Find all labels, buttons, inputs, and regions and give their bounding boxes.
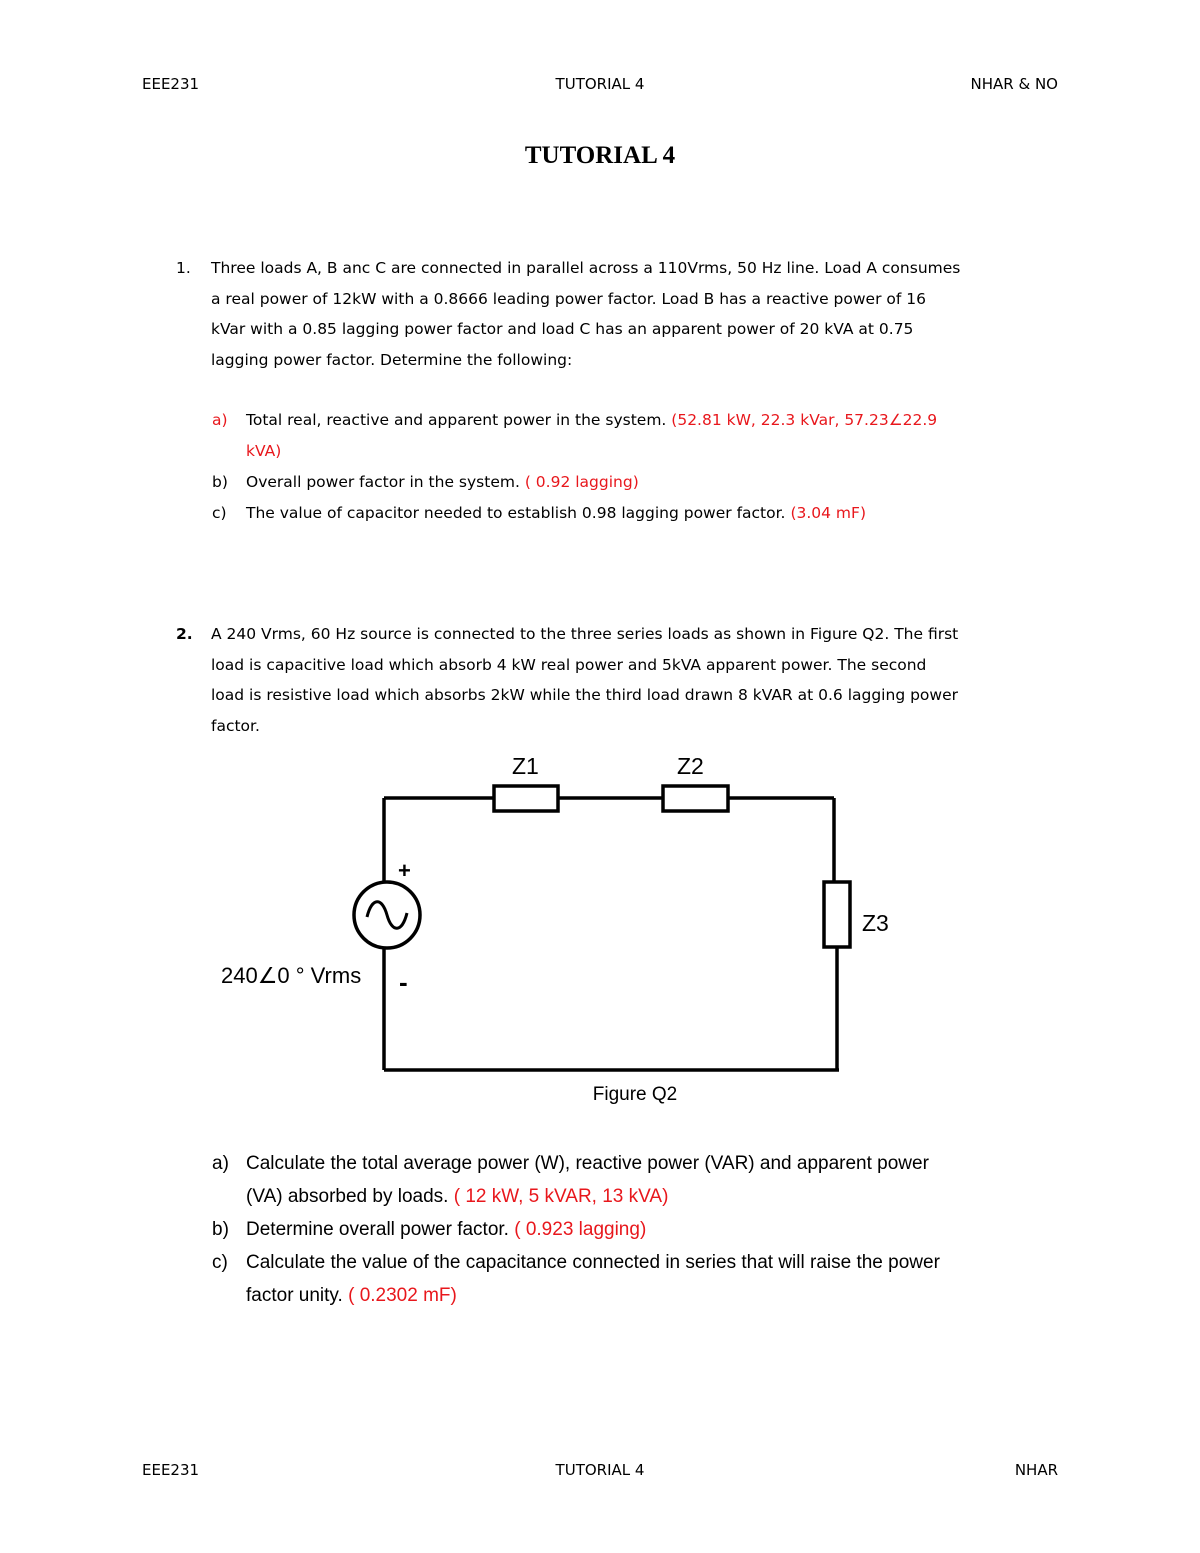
q1-part-c-label: c) [212,504,227,522]
z2-label: Z2 [677,753,704,779]
question-1-number: 1. [176,259,191,277]
q2-part-c-text: Calculate the value of the capacitance connected in series that will raise the power [246,1252,940,1273]
q1-part-b-answer: ( 0.92 lagging) [524,473,639,491]
page-title: TUTORIAL 4 [524,142,676,169]
question-2-number: 2. [176,625,193,643]
z3-resistor [824,882,850,947]
q2-part-b-text: Determine overall power factor. [246,1219,509,1240]
q1-part-a-answer: (52.81 kW, 22.3 kVar, 57.23∠22.9 [671,411,938,429]
q2-part-c-answer: ( 0.2302 mF) [348,1285,457,1306]
q2-part-b [246,1213,1066,1246]
q1-part-b-label: b) [212,473,228,491]
header-title: TUTORIAL 4 [555,75,645,93]
question-2-line: A 240 Vrms, 60 Hz source is connected to the three series loads as shown in Figure Q2. The first [211,625,959,643]
source-label: 240∠0 ° Vrms [221,963,362,988]
q2-part-a-text-cont: (VA) absorbed by loads. [246,1186,449,1207]
header-course-code: EEE231 [142,75,200,93]
q2-part-b-answer: ( 0.923 lagging) [514,1219,647,1240]
question-1-line: kVar with a 0.85 lagging power factor and load C has an apparent power of 20 kVA at 0.75 [211,320,914,338]
question-1-line: Three loads A, B anc C are connected in parallel across a 110Vrms, 50 Hz line. Load A consumes [211,259,961,277]
q2-part-c-text-cont: factor unity. [246,1285,343,1306]
question-1-line: a real power of 12kW with a 0.8666 leading power factor. Load B has a reactive power of 16 [211,289,926,308]
plus-terminal: + [398,858,411,883]
question-1-line: lagging power factor. Determine the following: [211,350,573,369]
footer-title: TUTORIAL 4 [555,1461,645,1479]
header-authors: NHAR & NO [970,75,1058,93]
footer-author: NHAR [1014,1461,1058,1479]
question-2-line: load is resistive load which absorbs 2kW while the third load drawn 8 kVAR at 0.6 lagging power [211,686,958,704]
sine-wave-icon [367,902,407,929]
q1-part-a-label: a) [212,411,228,429]
q2-part-a-text: Calculate the total average power (W), reactive power (VAR) and apparent power [246,1153,929,1174]
q2-part-a [246,1147,1066,1213]
q2-part-c [246,1246,1066,1312]
q2-part-a-label: a) [212,1153,229,1174]
q1-part-a-answer-cont: kVA) [246,442,282,460]
page-footer [0,1461,1200,1485]
question-2-line: factor. [211,716,260,735]
z3-label: Z3 [862,910,889,936]
question-2-line: load is capacitive load which absorb 4 kW real power and 5kVA apparent power. The second [211,655,927,674]
footer-course-code: EEE231 [142,1461,200,1479]
z1-resistor [494,786,558,811]
q2-part-b-label: b) [212,1219,229,1240]
figure-caption: Figure Q2 [592,1084,678,1105]
q1-part-c-answer: (3.04 mF) [790,504,866,522]
q1-part-b-text: Overall power factor in the system. [246,473,520,491]
q1-part-a-text: Total real, reactive and apparent power in the system. [246,411,667,429]
z2-resistor [663,786,728,811]
q1-part-c-text: The value of capacitor needed to establish 0.98 lagging power factor. [246,504,786,522]
z1-label: Z1 [512,753,539,779]
q2-part-a-answer: ( 12 kW, 5 kVAR, 13 kVA) [453,1186,669,1207]
q2-part-c-label: c) [212,1252,228,1273]
minus-terminal: - [399,967,408,997]
